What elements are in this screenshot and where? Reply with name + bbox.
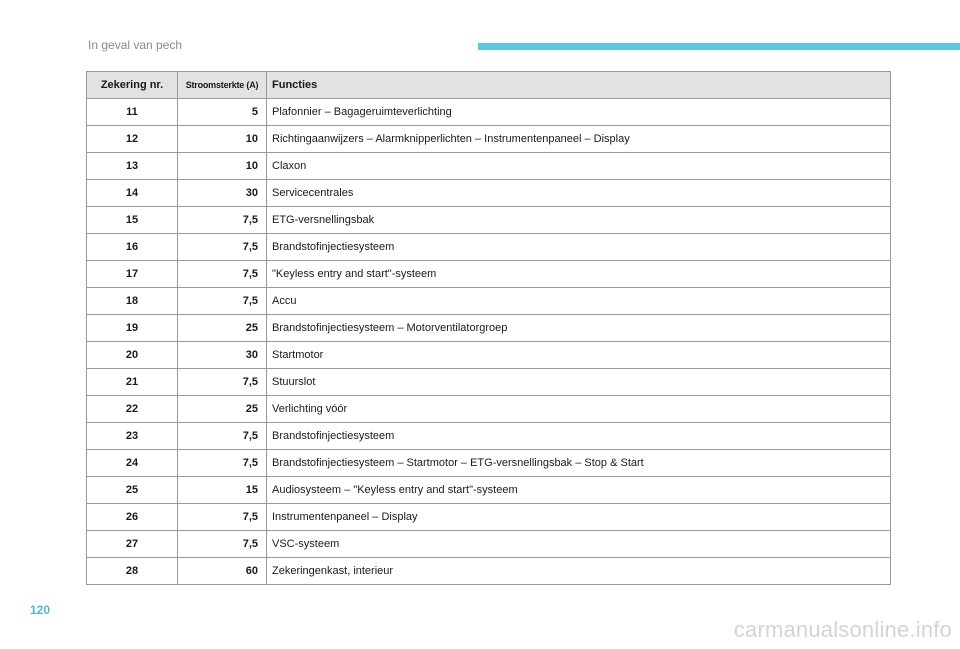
fuse-number-cell: 19: [87, 315, 178, 342]
fuse-table: [86, 71, 891, 585]
fuse-number-cell: 16: [87, 234, 178, 261]
fuse-number-cell: 26: [87, 504, 178, 531]
functions-cell: VSC-systeem: [267, 531, 891, 558]
fuse-table-header-row: [87, 72, 891, 99]
table-row: [87, 531, 891, 558]
fuse-number-cell: 28: [87, 558, 178, 585]
functions-cell: Plafonnier – Bagageruimteverlichting: [267, 99, 891, 126]
amperage-cell: 7,5: [178, 207, 267, 234]
amperage-cell: 7,5: [178, 504, 267, 531]
fuse-number-cell: 17: [87, 261, 178, 288]
table-row: [87, 180, 891, 207]
functions-cell: Brandstofinjectiesysteem – Startmotor – ETG-versnellingsbak – Stop & Start: [267, 450, 891, 477]
fuse-number-cell: 23: [87, 423, 178, 450]
functions-cell: Stuurslot: [267, 369, 891, 396]
amperage-cell: 30: [178, 342, 267, 369]
functions-cell: Startmotor: [267, 342, 891, 369]
amperage-cell: 7,5: [178, 531, 267, 558]
table-row: [87, 207, 891, 234]
fuse-number-cell: 25: [87, 477, 178, 504]
table-row: [87, 396, 891, 423]
table-row: [87, 234, 891, 261]
table-row: [87, 99, 891, 126]
fuse-number-cell: 11: [87, 99, 178, 126]
header-fuse-number: Zekering nr.: [87, 72, 178, 99]
functions-cell: Accu: [267, 288, 891, 315]
fuse-number-cell: 12: [87, 126, 178, 153]
header-functions: Functies: [267, 72, 891, 99]
fuse-number-cell: 14: [87, 180, 178, 207]
page-number: 120: [30, 603, 51, 617]
table-row: [87, 288, 891, 315]
fuse-number-cell: 24: [87, 450, 178, 477]
amperage-cell: 7,5: [178, 423, 267, 450]
table-row: [87, 369, 891, 396]
amperage-cell: 5: [178, 99, 267, 126]
fuse-number-cell: 21: [87, 369, 178, 396]
fuse-table-body: [87, 99, 891, 585]
functions-cell: Zekeringenkast, interieur: [267, 558, 891, 585]
fuse-number-cell: 13: [87, 153, 178, 180]
amperage-cell: 30: [178, 180, 267, 207]
section-title: In geval van pech: [88, 38, 183, 52]
fuse-number-cell: 18: [87, 288, 178, 315]
functions-cell: Brandstofinjectiesysteem: [267, 423, 891, 450]
fuse-number-cell: 22: [87, 396, 178, 423]
table-row: [87, 450, 891, 477]
amperage-cell: 10: [178, 153, 267, 180]
amperage-cell: 25: [178, 315, 267, 342]
functions-cell: Instrumentenpaneel – Display: [267, 504, 891, 531]
amperage-cell: 7,5: [178, 261, 267, 288]
watermark: carmanualsonline.info: [733, 617, 952, 642]
amperage-cell: 7,5: [178, 288, 267, 315]
header-accent-bar: [478, 43, 960, 50]
table-row: [87, 126, 891, 153]
amperage-cell: 15: [178, 477, 267, 504]
fuse-number-cell: 27: [87, 531, 178, 558]
functions-cell: Claxon: [267, 153, 891, 180]
amperage-cell: 60: [178, 558, 267, 585]
fuse-number-cell: 15: [87, 207, 178, 234]
functions-cell: ETG-versnellingsbak: [267, 207, 891, 234]
functions-cell: "Keyless entry and start"-systeem: [267, 261, 891, 288]
amperage-cell: 10: [178, 126, 267, 153]
table-row: [87, 315, 891, 342]
functions-cell: Brandstofinjectiesysteem: [267, 234, 891, 261]
amperage-cell: 25: [178, 396, 267, 423]
amperage-cell: 7,5: [178, 450, 267, 477]
functions-cell: Audiosysteem – "Keyless entry and start"-systeem: [267, 477, 891, 504]
fuse-number-cell: 20: [87, 342, 178, 369]
functions-cell: Verlichting vóór: [267, 396, 891, 423]
header-amperage: Stroomsterkte (A): [178, 72, 267, 99]
table-row: [87, 558, 891, 585]
amperage-cell: 7,5: [178, 369, 267, 396]
table-row: [87, 342, 891, 369]
table-row: [87, 153, 891, 180]
table-row: [87, 477, 891, 504]
amperage-cell: 7,5: [178, 234, 267, 261]
table-row: [87, 504, 891, 531]
table-row: [87, 261, 891, 288]
functions-cell: Servicecentrales: [267, 180, 891, 207]
functions-cell: Richtingaanwijzers – Alarmknipperlichten – Instrumentenpaneel – Display: [267, 126, 891, 153]
table-row: [87, 423, 891, 450]
functions-cell: Brandstofinjectiesysteem – Motorventilatorgroep: [267, 315, 891, 342]
